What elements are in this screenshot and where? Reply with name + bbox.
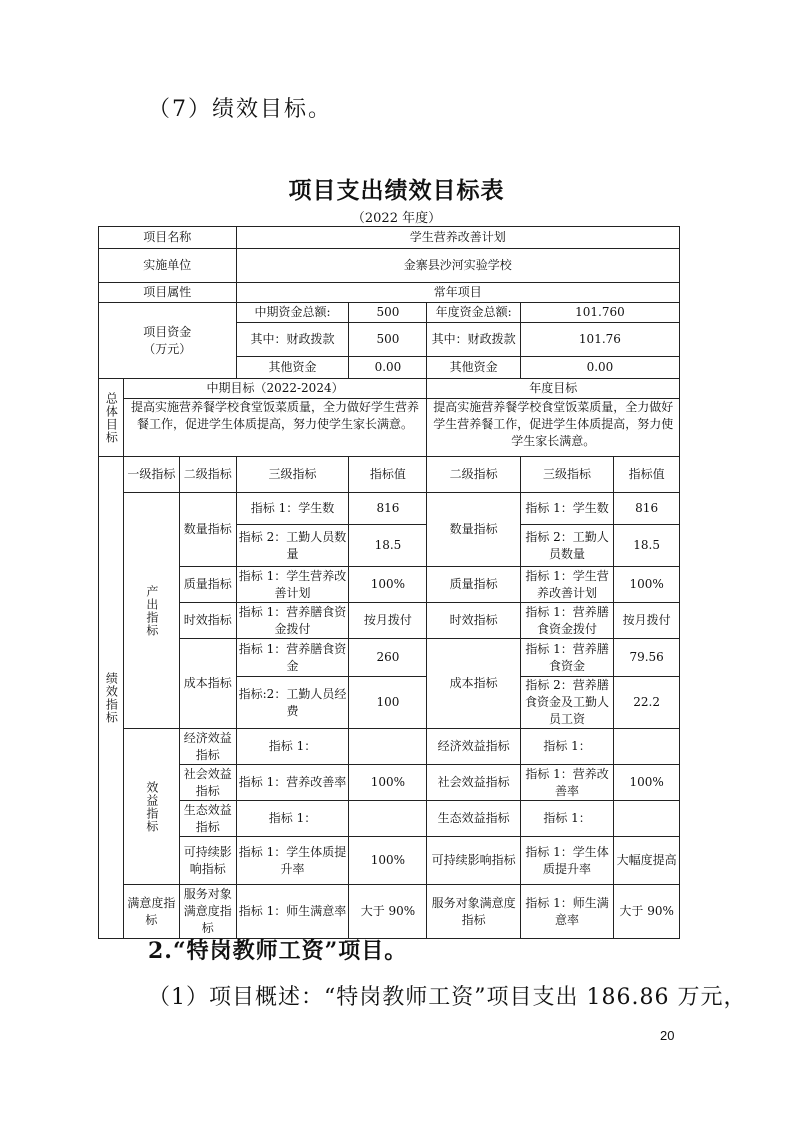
social-label-annual: 社会效益指标 [427,765,520,801]
attribute-value: 常年项目 [236,283,679,303]
annual-goal-header: 年度目标 [427,379,680,399]
quantity-label-annual: 数量指标 [427,493,520,567]
header-lvl2-annual: 二级指标 [427,457,520,493]
cost-mid-2: 指标:2：工勤人员经费 [236,677,349,729]
social-annual-value: 100% [614,765,680,801]
annual-other-label: 其他资金 [427,357,520,379]
header-lvl1: 一级指标 [123,457,179,493]
table-title: 项目支出绩效目标表 [288,178,505,204]
service-annual-value: 大于 90% [614,885,680,939]
cost-annual-1: 指标 1：营养膳食资金 [520,639,613,677]
economic-annual: 指标 1： [520,729,613,765]
quantity-mid-1-value: 816 [349,493,427,525]
economic-mid-value [349,729,427,765]
attribute-label: 项目属性 [99,283,237,303]
sustain-mid: 指标 1：学生体质提升率 [236,837,349,885]
cost-mid-1-value: 260 [349,639,427,677]
quantity-annual-1-value: 816 [614,493,680,525]
sustain-label-annual: 可持续影响指标 [427,837,520,885]
annual-fiscal-value: 101.76 [520,323,679,357]
cost-label: 成本指标 [180,639,236,729]
performance-table [98,226,680,939]
cost-annual-1-value: 79.56 [614,639,680,677]
quality-label: 质量指标 [180,567,236,603]
quantity-label: 数量指标 [180,493,236,567]
header-value-annual: 指标值 [614,457,680,493]
sustain-annual: 指标 1：学生体质提升率 [520,837,613,885]
quality-label-annual: 质量指标 [427,567,520,603]
social-mid: 指标 1：营养改善率 [236,765,349,801]
ecology-mid-value [349,801,427,837]
timely-label: 时效指标 [180,603,236,639]
table-year: （2022 年度） [351,211,442,226]
social-annual: 指标 1：营养改善率 [520,765,613,801]
satisfaction-indicator-label: 满意度指标 [123,885,179,939]
economic-label-annual: 经济效益指标 [427,729,520,765]
cost-label-annual: 成本指标 [427,639,520,729]
header-value: 指标值 [349,457,427,493]
timely-annual-value: 按月拨付 [614,603,680,639]
timely-annual: 指标 1：营养膳食资金拨付 [520,603,613,639]
mid-total-label: 中期资金总额: [236,303,349,323]
cost-mid-1: 指标 1：营养膳食资金 [236,639,349,677]
annual-total-label: 年度资金总额: [427,303,520,323]
sustain-mid-value: 100% [349,837,427,885]
project-name-value: 学生营养改善计划 [236,227,679,249]
ecology-mid: 指标 1： [236,801,349,837]
cost-mid-2-value: 100 [349,677,427,729]
mid-fiscal-label: 其中：财政拨款 [236,323,349,357]
section-heading-2: 2.“特岗教师工资”项目。 [148,938,408,964]
funds-label: 项目资金 （万元） [99,303,237,379]
output-indicator-label: 产出指标 [123,493,179,729]
mid-goal-header: 中期目标（2022-2024） [123,379,427,399]
service-label: 服务对象满意度指标 [180,885,236,939]
mid-other-label: 其他资金 [236,357,349,379]
mid-other-value: 0.00 [349,357,427,379]
annual-fiscal-label: 其中：财政拨款 [427,323,520,357]
sustain-annual-value: 大幅度提高 [614,837,680,885]
header-lvl3-annual: 三级指标 [520,457,613,493]
benefit-indicator-label: 效益指标 [123,729,179,885]
quality-annual-value: 100% [614,567,680,603]
timely-label-annual: 时效指标 [427,603,520,639]
economic-mid: 指标 1： [236,729,349,765]
economic-annual-value [614,729,680,765]
page-number: 20 [660,1028,675,1043]
sustain-label: 可持续影响指标 [180,837,236,885]
ecology-annual-value [614,801,680,837]
timely-mid: 指标 1：营养膳食资金拨付 [236,603,349,639]
mid-total-value: 500 [349,303,427,323]
project-overview-paragraph: （1）项目概述：“特岗教师工资”项目支出 186.86 万元， [148,985,747,1010]
quantity-annual-2: 指标 2：工勤人员数量 [520,525,613,567]
quality-mid-value: 100% [349,567,427,603]
quantity-mid-2-value: 18.5 [349,525,427,567]
economic-label: 经济效益指标 [180,729,236,765]
ecology-label: 生态效益指标 [180,801,236,837]
service-mid: 指标 1：师生满意率 [236,885,349,939]
overall-goal-label: 总体目标 [99,379,124,457]
ecology-label-annual: 生态效益指标 [427,801,520,837]
annual-goal-text: 提高实施营养餐学校食堂饭菜质量，全力做好学生营养餐工作，促进学生体质提高，努力使学生家长满意。 [427,399,680,457]
quantity-annual-1: 指标 1：学生数 [520,493,613,525]
quantity-mid-2: 指标 2：工勤人员数量 [236,525,349,567]
cost-annual-2: 指标 2：营养膳食资金及工勤人员工资 [520,677,613,729]
quality-mid: 指标 1：学生营养改善计划 [236,567,349,603]
quantity-mid-1: 指标 1：学生数 [236,493,349,525]
mid-goal-text: 提高实施营养餐学校食堂饭菜质量，全力做好学生营养餐工作，促进学生体质提高，努力使学生家长满意。 [123,399,427,457]
quantity-annual-2-value: 18.5 [614,525,680,567]
unit-label: 实施单位 [99,249,237,283]
indicators-label: 绩效指标 [99,457,124,939]
section-heading-7: （7）绩效目标。 [148,97,332,122]
ecology-annual: 指标 1： [520,801,613,837]
service-annual: 指标 1：师生满意率 [520,885,613,939]
annual-total-value: 101.760 [520,303,679,323]
header-lvl2: 二级指标 [180,457,236,493]
header-lvl3: 三级指标 [236,457,349,493]
unit-value: 金寨县沙河实验学校 [236,249,679,283]
project-name-label: 项目名称 [99,227,237,249]
annual-other-value: 0.00 [520,357,679,379]
social-label: 社会效益指标 [180,765,236,801]
service-label-annual: 服务对象满意度指标 [427,885,520,939]
quality-annual: 指标 1：学生营养改善计划 [520,567,613,603]
timely-mid-value: 按月拨付 [349,603,427,639]
social-mid-value: 100% [349,765,427,801]
service-mid-value: 大于 90% [349,885,427,939]
mid-fiscal-value: 500 [349,323,427,357]
cost-annual-2-value: 22.2 [614,677,680,729]
